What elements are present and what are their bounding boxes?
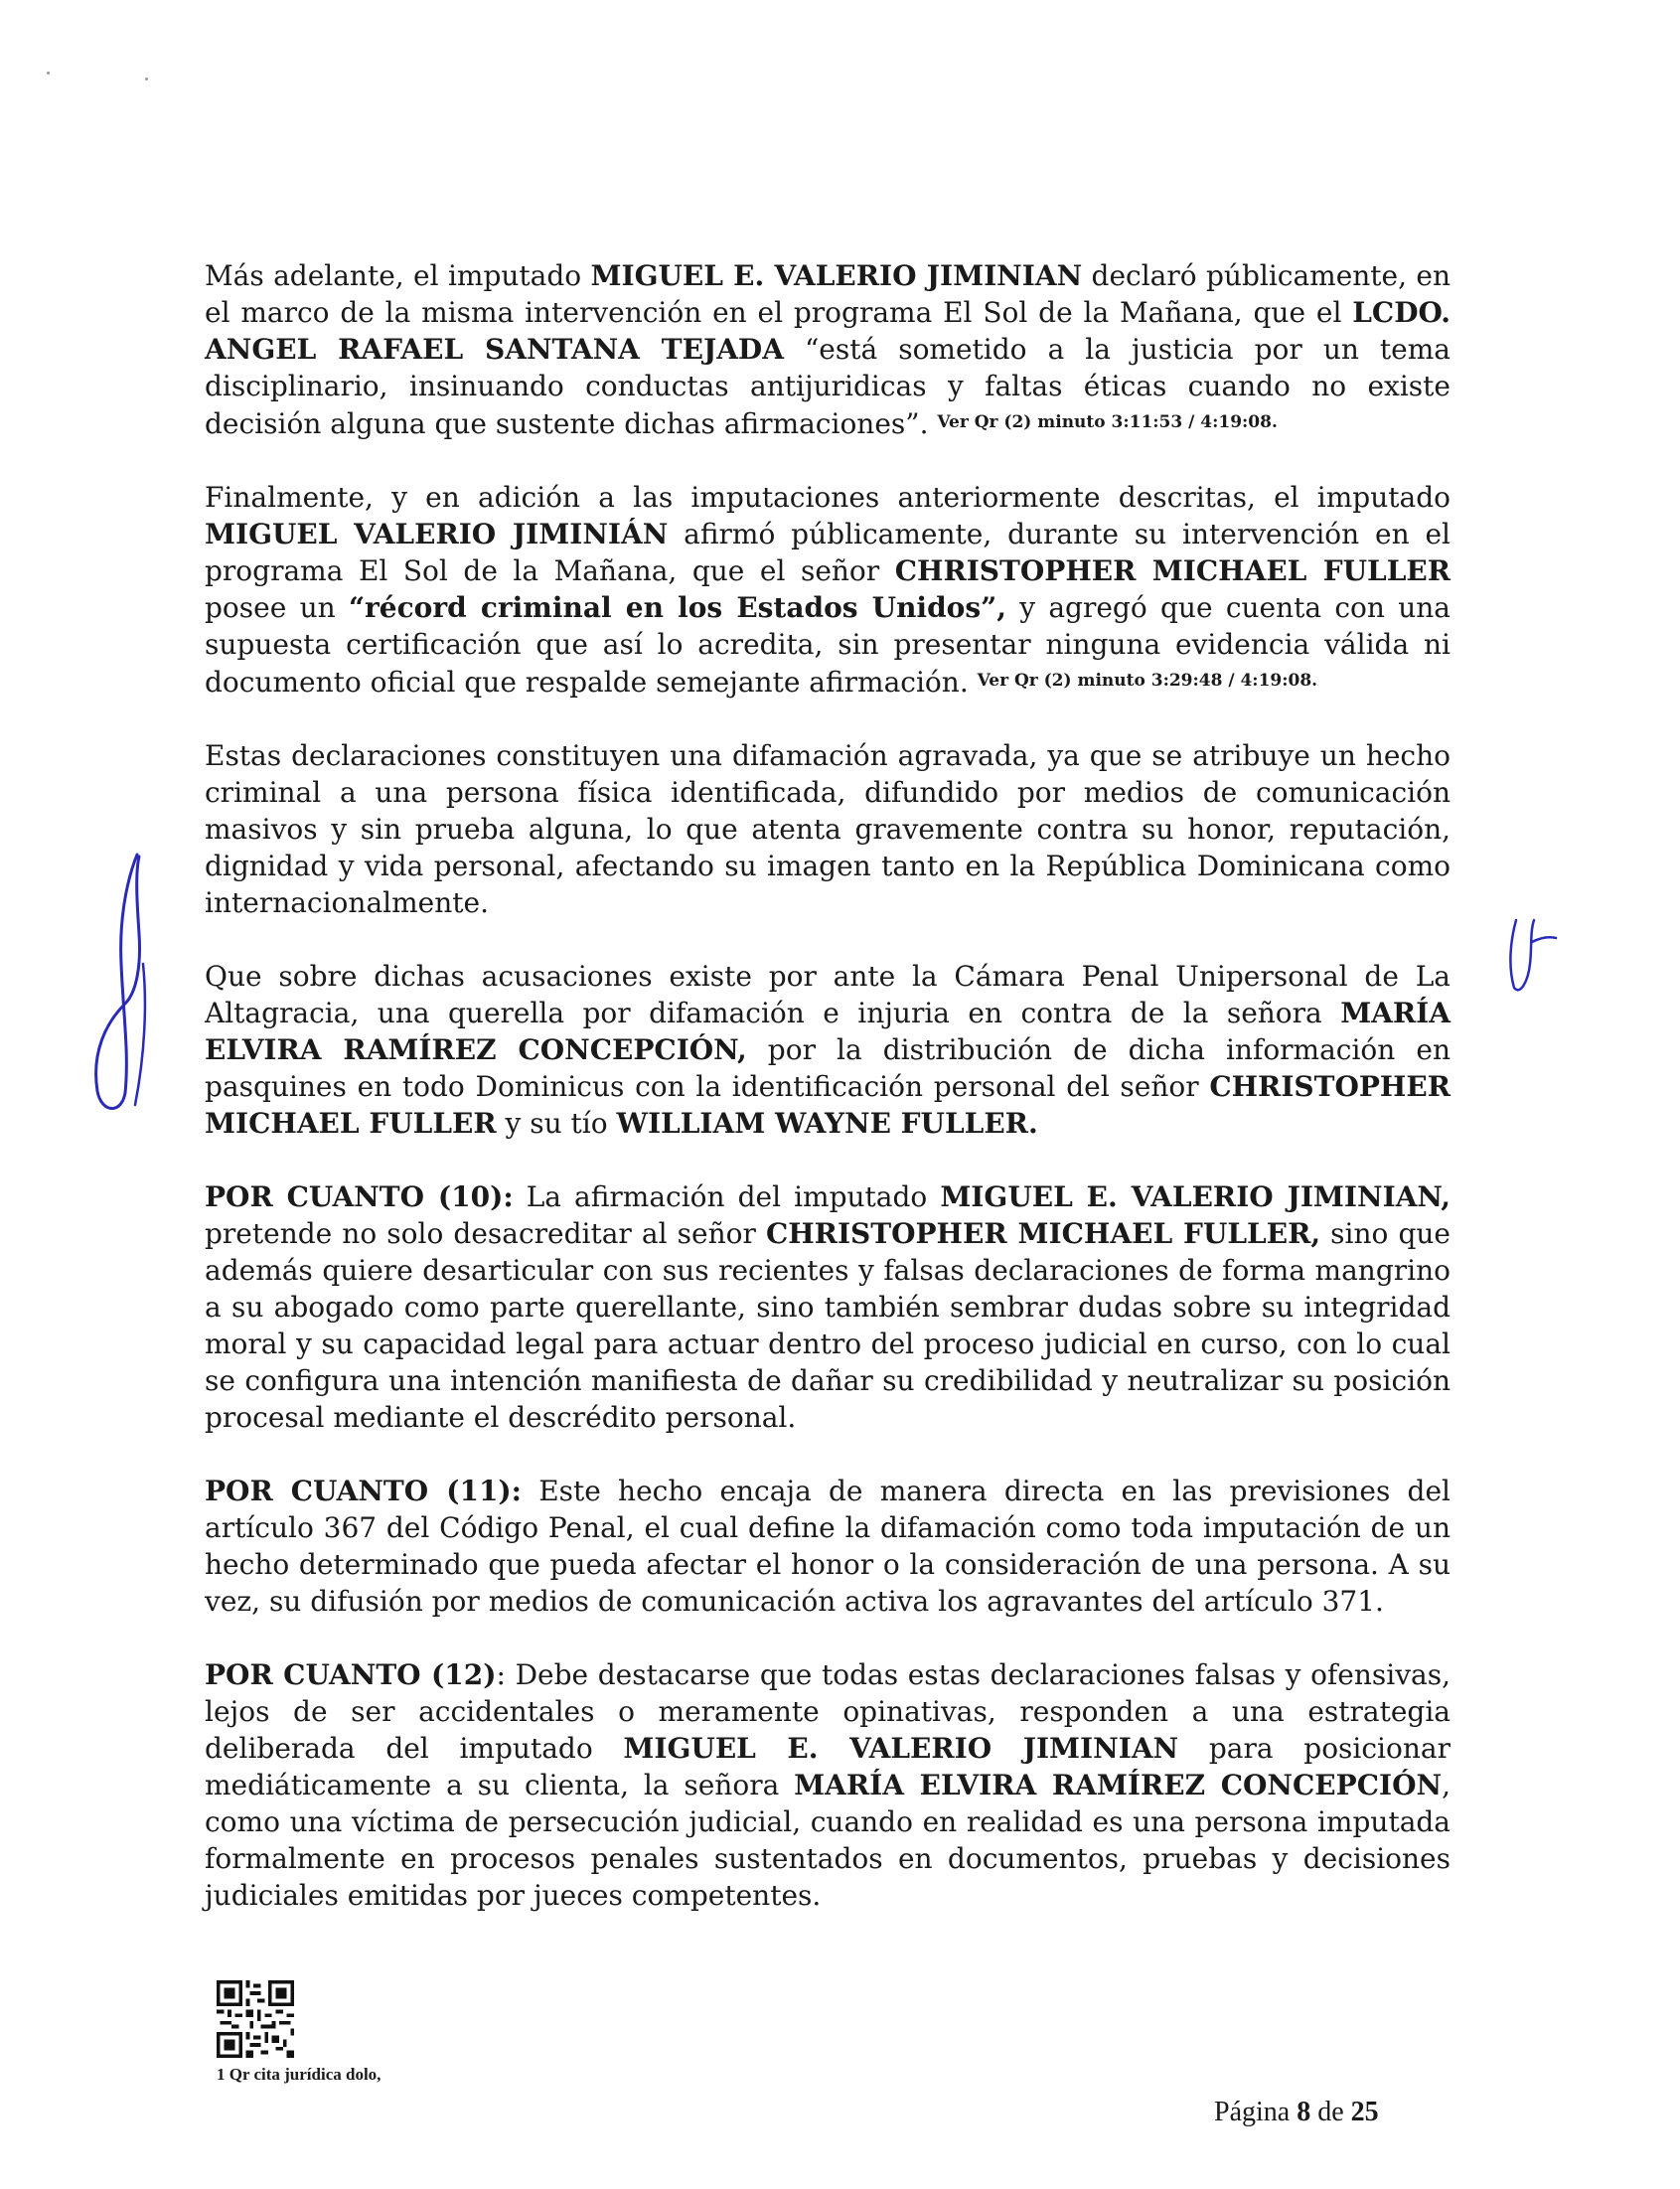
- text-run: posee un: [205, 591, 349, 624]
- name-emphasis: CHRISTOPHER MICHAEL FULLER: [205, 1070, 1451, 1140]
- qr-reference: Ver Qr (2) minuto 3:29:48 / 4:19:08.: [977, 671, 1318, 691]
- page-number: [1214, 2097, 1379, 2128]
- name-emphasis: MIGUEL E. VALERIO JIMINIAN: [623, 1732, 1179, 1765]
- text-run: por la distribución de dicha información en pasquines en todo Dominicus con la identificación personal del señor: [205, 1033, 1451, 1103]
- paragraph: [205, 1473, 1451, 1620]
- text-run: declaró públicamente, en el marco de la misma intervención en el programa El Sol de la Mañana, que el: [205, 259, 1451, 329]
- paragraph: [205, 958, 1451, 1142]
- text-run: Estas declaraciones constituyen una difamación agravada, ya que se atribuye un hecho criminal a una persona física identificada, difundido por medios de comunicación masivos y sin prueba alguna, lo que atenta gravemente contra su honor, reputación, dignidad y vida personal, afectando su imagen tanto en la República Dominicana como internacionalmente.: [205, 739, 1451, 919]
- name-emphasis: CHRISTOPHER MICHAEL FULLER,: [765, 1217, 1321, 1250]
- paragraph: [205, 1178, 1451, 1436]
- text-run: : Debe destacarse que todas estas declaraciones falsas y ofensivas, lejos de ser accidentales o meramente opinativas, responden a una estrategia deliberada del imputado: [205, 1658, 1451, 1765]
- paragraph: [205, 257, 1451, 442]
- scan-speck: [47, 72, 50, 75]
- text-run: y agregó que cuenta con una supuesta certificación que así lo acredita, sin presentar ninguna evidencia válida ni documento oficial que respalde semejante afirmación.: [205, 591, 1451, 699]
- current-page: 8: [1297, 2097, 1311, 2127]
- name-emphasis: MIGUEL VALERIO JIMINIÁN: [205, 518, 669, 550]
- section-label: POR CUANTO (12): [205, 1658, 497, 1691]
- section-label: POR CUANTO (10):: [205, 1180, 514, 1213]
- name-emphasis: MARÍA ELVIRA RAMÍREZ CONCEPCIÓN: [794, 1769, 1443, 1801]
- scan-speck: [145, 78, 148, 80]
- text-run: para posicionar mediáticamente a su clienta, la señora: [205, 1732, 1451, 1801]
- qr-code-icon: [217, 1980, 294, 2058]
- text-run: Este hecho encaja de manera directa en las previsiones del artículo 367 del Código Penal, el cual define la difamación como toda imputación de un hecho determinado que pueda afectar el honor o la consideración de una persona. A su vez, su difusión por medios de comunicación activa los agravantes del artículo 371.: [205, 1475, 1451, 1618]
- total-pages: 25: [1350, 2097, 1379, 2127]
- name-emphasis: CHRISTOPHER MICHAEL FULLER: [894, 554, 1451, 587]
- qr-reference: Ver Qr (2) minuto 3:11:53 / 4:19:08.: [937, 412, 1278, 432]
- paragraph: [205, 1656, 1451, 1914]
- name-emphasis: LCDO. ANGEL RAFAEL SANTANA TEJADA: [205, 296, 1451, 366]
- text-run: sino que además quiere desarticular con sus recientes y falsas declaraciones de forma mangrino a su abogado como parte querellante, sino también sembrar dudas sobre su integridad moral y su capacidad legal para actuar dentro del proceso judicial en curso, con lo cual se configura una intención manifiesta de dañar su credibilidad y neutralizar su posición procesal mediante el descrédito personal.: [205, 1217, 1451, 1434]
- qr-caption: 1 Qr cita jurídica dolo,: [217, 2065, 382, 2084]
- paragraph: [205, 737, 1451, 921]
- paragraph: [205, 479, 1451, 701]
- name-emphasis: MIGUEL E. VALERIO JIMINIAN,: [940, 1180, 1451, 1213]
- text-run: y su tío: [496, 1107, 617, 1140]
- text-run: Más adelante, el imputado: [205, 259, 591, 292]
- name-emphasis: WILLIAM WAYNE FULLER.: [616, 1107, 1038, 1140]
- text-run: afirmó públicamente, durante su intervención en el programa El Sol de la Mañana, que el señor: [205, 518, 1451, 587]
- handwritten-initial-signature: [85, 845, 175, 1123]
- page-label: Página: [1214, 2097, 1298, 2127]
- name-emphasis: MARÍA ELVIRA RAMÍREZ CONCEPCIÓN,: [205, 997, 1451, 1066]
- text-run: La afirmación del imputado: [513, 1180, 941, 1213]
- document-body: [205, 257, 1451, 1951]
- text-run: pretende no solo desacreditar al señor: [205, 1217, 766, 1250]
- text-run: , como una víctima de persecución judicial, cuando en realidad es una persona imputada formalmente en procesos penales sustentados en documentos, pruebas y decisiones judiciales emitidas por jueces competentes.: [205, 1769, 1451, 1912]
- handwritten-initial-signature: [1502, 912, 1562, 997]
- text-run: Finalmente, y en adición a las imputaciones anteriormente descritas, el imputado: [205, 481, 1451, 514]
- section-label: POR CUANTO (11):: [205, 1475, 523, 1507]
- text-run: Que sobre dichas acusaciones existe por ante la Cámara Penal Unipersonal de La Altagracia, una querella por difamación e injuria en contra de la señora: [205, 960, 1451, 1029]
- page-of: de: [1310, 2097, 1351, 2127]
- name-emphasis: MIGUEL E. VALERIO JIMINIAN: [590, 259, 1083, 292]
- quote-emphasis: “récord criminal en los Estados Unidos”,: [348, 591, 1006, 624]
- text-run: “está sometido a la justicia por un tema disciplinario, insinuando conductas antijuridicas y faltas éticas cuando no existe decisión alguna que sustente dichas afirmaciones”.: [205, 333, 1451, 440]
